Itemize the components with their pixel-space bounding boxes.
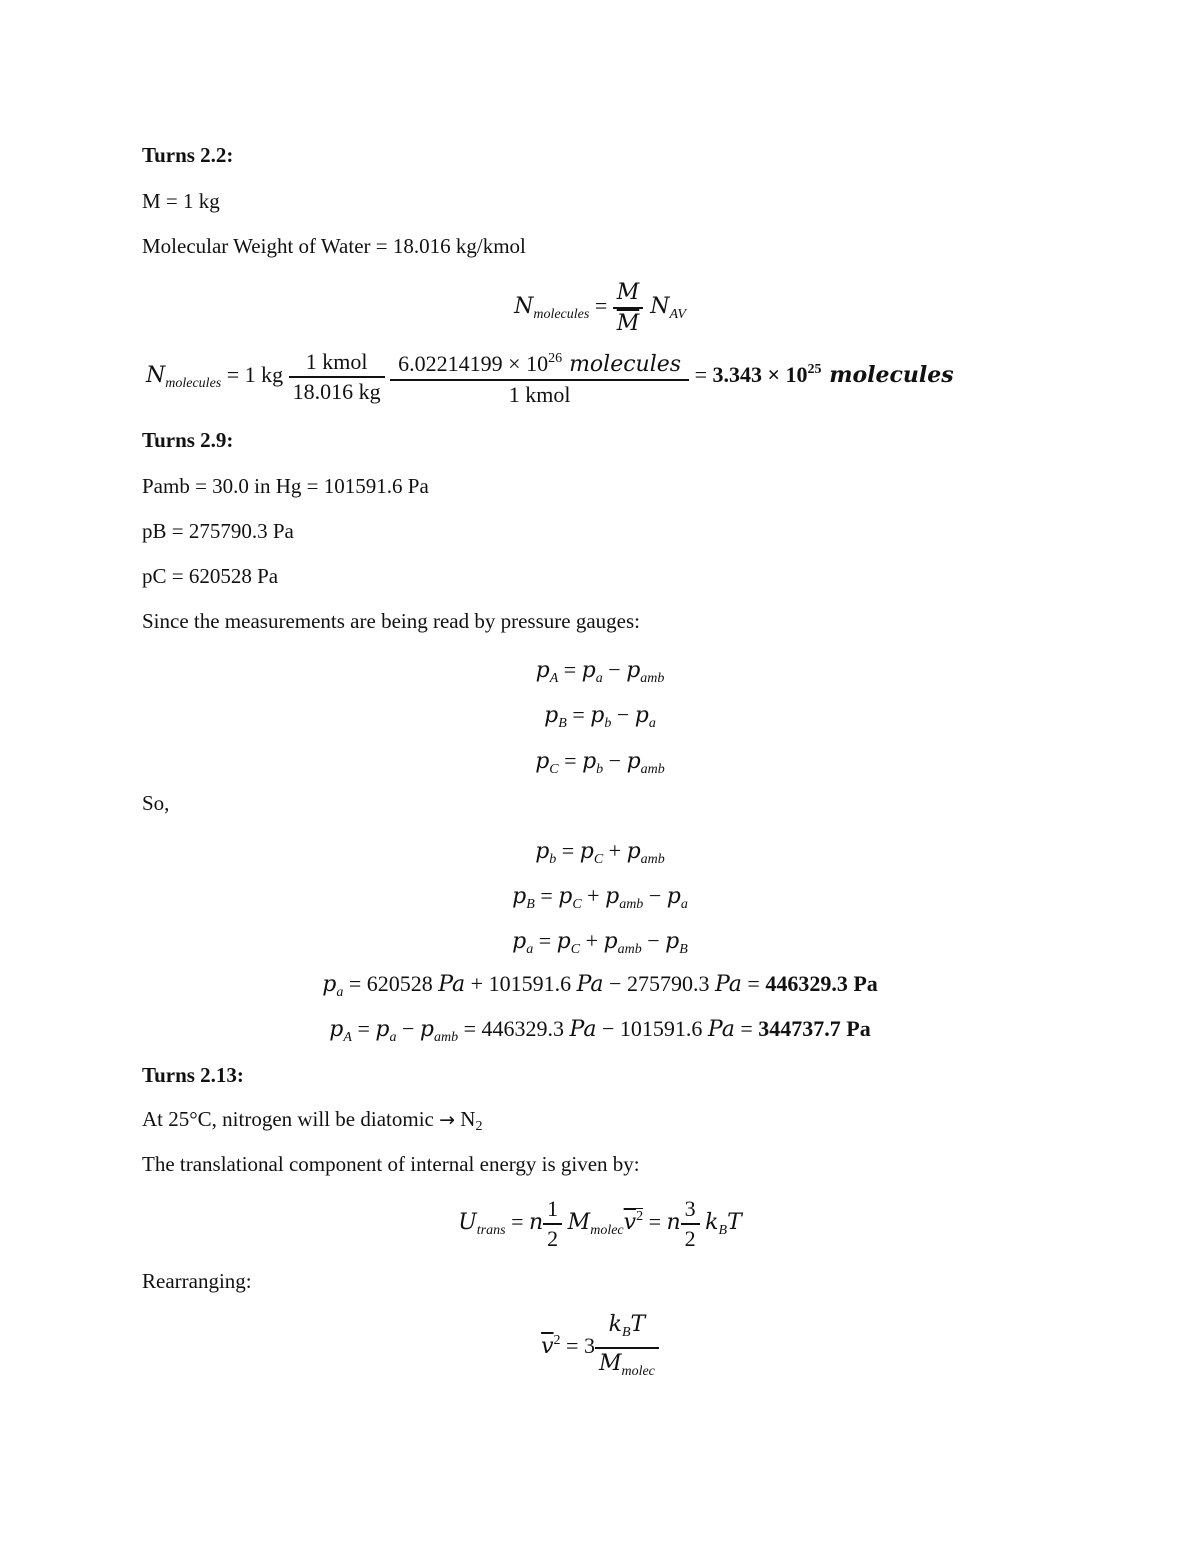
equation-pa-gauge: $p_A = p_a - p_{amb}$ bbox=[535, 657, 665, 686]
pressure-c-line: pC = 620528 Pa bbox=[142, 564, 279, 588]
equation-translational-energy: $U_{trans} = n$ $\frac{1}{2}$ $M_{molec}\overline{v}^2 = n$ $\frac{3}{2}$ $k_BT$ bbox=[458, 1196, 742, 1251]
rearranging-line: Rearranging: bbox=[142, 1269, 252, 1293]
equation-pb-substituted: $p_B = p_C + p_{amb} - p_a$ bbox=[512, 883, 688, 912]
equation-pA-numeric: $p_A = p_a - p_{amb} = 446329.3$ Pa − 101591.6 Pa = 344737.7 Pa bbox=[329, 1016, 871, 1045]
nitrogen-diatomic-line: At 25°C, nitrogen will be diatomic → N2 bbox=[142, 1107, 483, 1134]
molecular-weight-line: Molecular Weight of Water = 18.016 kg/kmol bbox=[142, 234, 526, 258]
equation-pb-gauge: $p_B = p_b - p_a$ bbox=[544, 702, 656, 731]
equation-pc-gauge: $p_C = p_b - p_{amb}$ bbox=[535, 748, 665, 777]
equation-mean-square-velocity: $\overline{v}^2 = 3$ $\frac{k_BT}{M_{molec}}$ bbox=[0, 1310, 1200, 1386]
section-heading-2-13: Turns 2.13: bbox=[142, 1063, 244, 1087]
mass-line: M = 1 kg bbox=[142, 189, 220, 213]
ambient-pressure-line: Pamb = 30.0 in Hg = 101591.6 Pa bbox=[142, 474, 429, 498]
equation-pa-abs: $p_a = p_C + p_{amb} - p_B$ bbox=[512, 928, 688, 957]
equation-pb-abs: $p_b = p_C + p_{amb}$ bbox=[535, 838, 665, 867]
equation-pa-numeric: $p_a = 620528$ Pa + 101591.6 Pa − 275790.3 Pa = 446329.3 Pa bbox=[322, 971, 878, 1000]
so-line: So, bbox=[142, 791, 170, 815]
gauge-statement-line: Since the measurements are being read by pressure gauges: bbox=[142, 609, 640, 633]
pa-result: 446329.3 Pa bbox=[765, 971, 878, 996]
section-heading-2-2: Turns 2.2: bbox=[142, 143, 234, 167]
pressure-b-line: pB = 275790.3 Pa bbox=[142, 519, 294, 543]
pA-result: 344737.7 Pa bbox=[758, 1016, 871, 1041]
section-heading-2-9: Turns 2.9: bbox=[142, 428, 234, 452]
right-arrow-icon: → bbox=[439, 1109, 456, 1131]
equation-molecule-count-formula: $N_{molecules}$ = $\frac{M}{M}$ $N_{AV}$ bbox=[514, 280, 686, 336]
translational-statement-line: The translational component of internal energy is given by: bbox=[142, 1152, 640, 1176]
equation-molecule-count-computation: $N_{molecules} = 1$ kg $\frac{\text{1 kmol}}{18.016 kg}$ $\frac{6.02214199 \times 10^{26} molecules}{\text{1 kmol}}$ = $3.343 \times 10^{25}$ molecules bbox=[146, 345, 954, 409]
